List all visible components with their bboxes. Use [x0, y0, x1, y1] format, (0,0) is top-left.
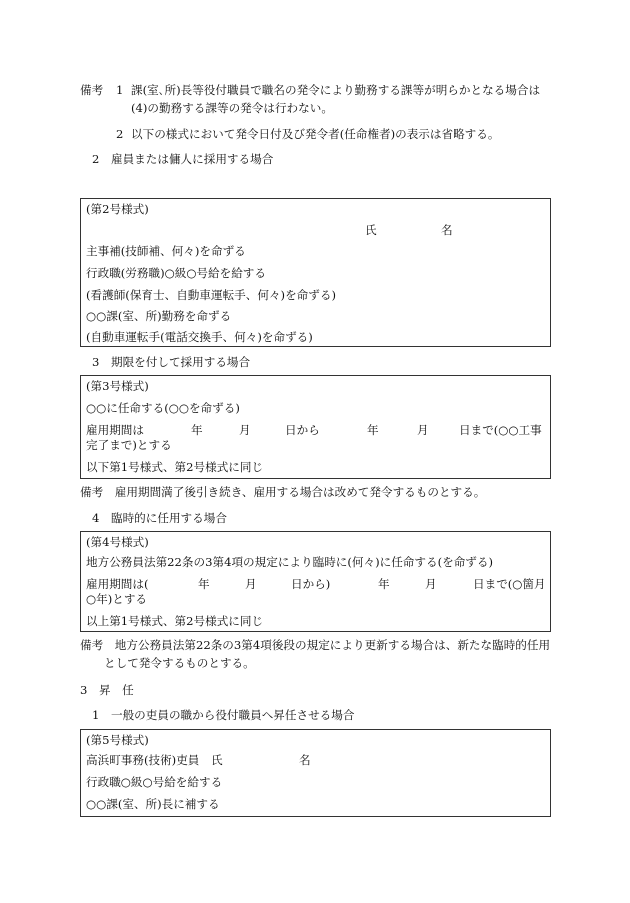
form-line: 地方公務員法第22条の3第4項の規定により臨時に(何々)に任命する(を命ずる)	[86, 555, 494, 569]
form-title: (第3号様式)	[86, 379, 149, 393]
form-line: ○○課(室、所)長に補する	[86, 797, 220, 811]
form-line: ○年)とする	[86, 592, 148, 606]
remarks-num-2: 2	[116, 127, 124, 141]
form-line: 行政職(労務職)○級○号給を給する	[86, 266, 266, 280]
form-line: 高浜町事務(技術)吏員 氏	[86, 753, 223, 767]
form-line: 雇用期間は(	[86, 577, 149, 591]
year-label: 年	[367, 423, 379, 437]
form-line: 雇用期間は	[86, 423, 144, 437]
day-until-label: 日まで(○箇月	[473, 577, 546, 591]
section-heading-temporary: 4 臨時的に任用する場合	[92, 511, 227, 525]
form-box-3	[80, 375, 551, 479]
form-line: ○○に任命する(○○を命ずる)	[86, 401, 240, 415]
name-label-mei: 名	[299, 753, 311, 767]
month-label: 月	[417, 423, 429, 437]
form-box-2	[80, 198, 551, 347]
year-label: 年	[378, 577, 390, 591]
form-line: 主事補(技師補、何々)を命ずる	[86, 244, 246, 258]
section-heading-promotion: 1 一般の吏員の職から役付職員へ昇任させる場合	[92, 708, 355, 722]
day-until-label: 日まで(○○工事	[459, 423, 542, 437]
form-line: 完了まで)とする	[86, 438, 172, 452]
remarks-temporary-1: 備考 地方公務員法第22条の3第4項後段の規定により更新する場合は、新たな臨時的任用	[80, 638, 551, 652]
section-heading-employ: 2 雇員または傭人に採用する場合	[92, 152, 274, 166]
month-label: 月	[245, 577, 257, 591]
remarks-temporary-2: として発令するものとする。	[104, 656, 255, 670]
form-box-4	[80, 531, 551, 632]
chapter-heading-promotion: 3 昇 任	[80, 683, 134, 697]
year-label: 年	[198, 577, 210, 591]
year-label: 年	[191, 423, 203, 437]
form-box-5	[80, 729, 551, 817]
name-label-shi: 氏	[365, 223, 377, 237]
form-line: 以下第1号様式、第2号様式に同じ	[86, 460, 264, 474]
form-line: (自動車運転手(電話交換手、何々)を命ずる)	[86, 330, 313, 344]
form-line: 行政職○級○号給を給する	[86, 775, 223, 789]
name-label-mei: 名	[441, 223, 453, 237]
remarks-label: 備考	[80, 83, 104, 97]
form-line: 以上第1号様式、第2号様式に同じ	[86, 614, 264, 628]
form-title: (第2号様式)	[86, 202, 149, 216]
remarks-num-1: 1	[116, 83, 124, 97]
remarks-line-1b: (4)の勤務する課等の発令は行わない。	[131, 101, 333, 115]
remarks-line-2: 以下の様式において発令日付及び発令者(任命権者)の表示は省略する。	[131, 127, 500, 141]
remarks-line-1: 課(室､所)長等役付職員で職名の発令により勤務する課等が明らかとなる場合は	[131, 83, 541, 97]
form-line: (看護師(保育士、自動車運転手、何々)を命ずる)	[86, 288, 336, 302]
form-line: ○○課(室、所)勤務を命ずる	[86, 309, 232, 323]
section-heading-term: 3 期限を付して採用する場合	[92, 355, 251, 369]
day-from-label: 日から)	[291, 577, 331, 591]
day-from-label: 日から	[285, 423, 320, 437]
month-label: 月	[425, 577, 437, 591]
remarks-term: 備考 雇用期間満了後引き続き、雇用する場合は改めて発令するものとする。	[80, 485, 486, 499]
month-label: 月	[239, 423, 251, 437]
form-title: (第5号様式)	[86, 733, 149, 747]
form-title: (第4号様式)	[86, 535, 149, 549]
